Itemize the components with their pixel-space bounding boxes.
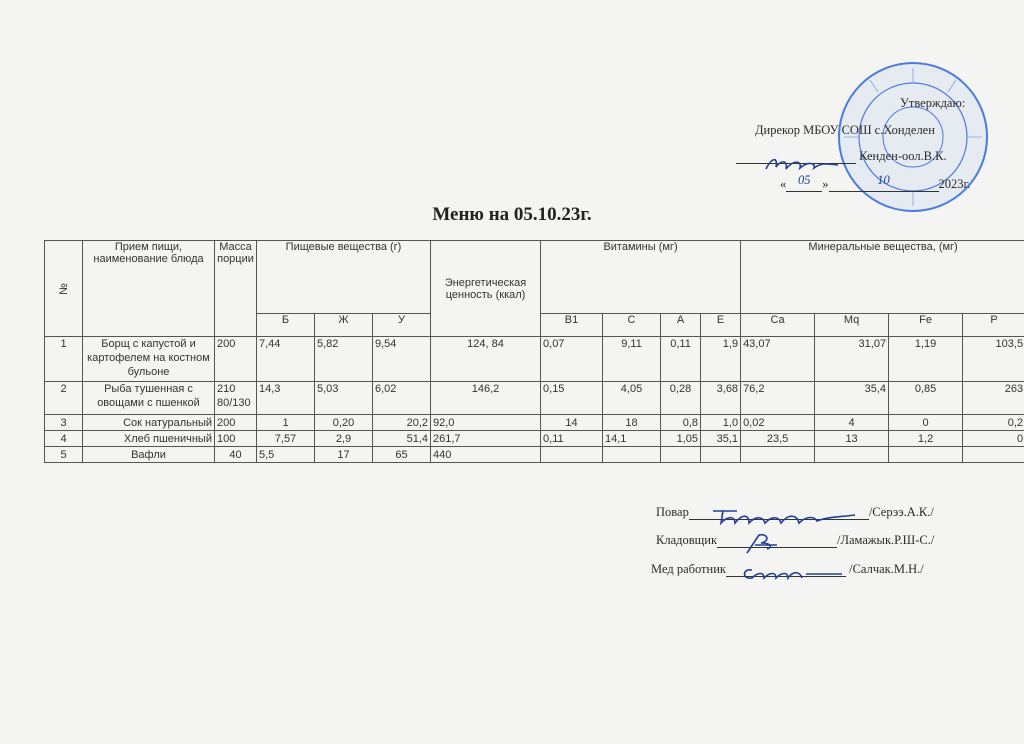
subheader-fe: Fe — [889, 314, 963, 337]
cell-c: 18 — [603, 415, 661, 431]
cell-b1: 0,11 — [541, 431, 603, 447]
cell-mq: 31,07 — [815, 337, 889, 382]
cell-a: 1,05 — [661, 431, 701, 447]
approval-position: Дирекор МБОУ СОШ с.Хонделен — [755, 123, 935, 137]
cell-u: 65 — [373, 447, 431, 463]
cook-signature-line — [656, 505, 934, 520]
cell-fe: 1,2 — [889, 431, 963, 447]
cell-energy: 92,0 — [431, 415, 541, 431]
cell-a: 0,11 — [661, 337, 701, 382]
subheader-p: P — [963, 314, 1024, 337]
cell-zh: 0,20 — [315, 415, 373, 431]
cell-b: 1 — [257, 415, 315, 431]
cook-name: /Серээ.А.К./ — [868, 505, 934, 519]
approval-label: Утверждаю: — [900, 96, 966, 110]
subheader-e: E — [701, 314, 741, 337]
cell-c: 4,05 — [603, 382, 661, 415]
cell-mq — [815, 447, 889, 463]
storekeeper-signature — [737, 531, 797, 557]
cell-mq: 4 — [815, 415, 889, 431]
cell-num: 5 — [45, 447, 83, 463]
cell-c: 14,1 — [603, 431, 661, 447]
col-header-mass: Масса порции — [215, 241, 257, 337]
cell-num: 2 — [45, 382, 83, 415]
cell-mq: 35,4 — [815, 382, 889, 415]
cell-b: 14,3 — [257, 382, 315, 415]
table-row — [45, 382, 1024, 415]
cell-b1 — [541, 447, 603, 463]
cell-p — [963, 447, 1024, 463]
cell-c — [603, 447, 661, 463]
subheader-b1: B1 — [541, 314, 603, 337]
cell-p: 103,5 — [963, 337, 1024, 382]
table-row — [45, 337, 1024, 382]
cell-name: Хлеб пшеничный — [83, 431, 215, 447]
menu-table — [44, 240, 1024, 463]
director-signature — [762, 153, 842, 175]
col-header-vitamins: Витамины (мг) — [541, 241, 741, 314]
subheader-c: C — [603, 314, 661, 337]
cell-ca: 43,07 — [741, 337, 815, 382]
cell-e: 3,68 — [701, 382, 741, 415]
cell-zh: 5,03 — [315, 382, 373, 415]
cell-mass: 200 — [215, 415, 257, 431]
approval-signature-line — [736, 149, 947, 164]
cell-num: 4 — [45, 431, 83, 447]
cell-zh: 5,82 — [315, 337, 373, 382]
medic-signature — [738, 562, 848, 586]
date-close-quote: » — [822, 177, 829, 191]
cell-b: 5,5 — [257, 447, 315, 463]
subheader-a: A — [661, 314, 701, 337]
page-title: Меню на 05.10.23г. — [432, 204, 592, 225]
cell-c: 9,11 — [603, 337, 661, 382]
cook-label: Повар — [656, 505, 689, 519]
cell-num: 1 — [45, 337, 83, 382]
cell-mq: 13 — [815, 431, 889, 447]
cell-fe — [889, 447, 963, 463]
cell-u: 6,02 — [373, 382, 431, 415]
cell-b1: 0,07 — [541, 337, 603, 382]
medic-label: Мед работник — [651, 562, 726, 576]
medic-name: /Салчак.М.Н./ — [845, 562, 924, 576]
cell-ca — [741, 447, 815, 463]
cell-energy: 440 — [431, 447, 541, 463]
cell-name: Сок натуральный — [83, 415, 215, 431]
cell-fe: 0 — [889, 415, 963, 431]
approval-date — [780, 173, 971, 192]
cell-p: 0 — [963, 431, 1024, 447]
date-year: 2023г. — [938, 177, 971, 191]
cell-mass: 100 — [215, 431, 257, 447]
cell-a: 0,28 — [661, 382, 701, 415]
cell-num: 3 — [45, 415, 83, 431]
cell-fe: 1,19 — [889, 337, 963, 382]
table-row — [45, 431, 1024, 447]
cell-zh: 17 — [315, 447, 373, 463]
col-header-meal: Прием пищи, наименование блюда — [83, 241, 215, 337]
cell-u: 51,4 — [373, 431, 431, 447]
subheader-u: У — [373, 314, 431, 337]
cell-e: 1,9 — [701, 337, 741, 382]
cell-e: 1,0 — [701, 415, 741, 431]
cell-name: Рыба тушенная с овощами с пшенкой — [83, 382, 215, 415]
cell-ca: 76,2 — [741, 382, 815, 415]
table-row — [45, 447, 1024, 463]
storekeeper-signature-line — [656, 533, 934, 548]
cell-a: 0,8 — [661, 415, 701, 431]
cell-fe: 0,85 — [889, 382, 963, 415]
cell-p: 0,2 — [963, 415, 1024, 431]
subheader-ca: Ca — [741, 314, 815, 337]
cell-ca: 0,02 — [741, 415, 815, 431]
cell-ca: 23,5 — [741, 431, 815, 447]
cell-b1: 14 — [541, 415, 603, 431]
cell-mass: 210 80/130 — [215, 382, 257, 415]
cell-a — [661, 447, 701, 463]
date-day: 05 — [798, 173, 811, 187]
cell-zh: 2,9 — [315, 431, 373, 447]
cell-energy: 146,2 — [431, 382, 541, 415]
cell-mass: 40 — [215, 447, 257, 463]
cell-energy: 124, 84 — [431, 337, 541, 382]
date-open-quote: « — [780, 177, 787, 191]
storekeeper-label: Кладовщик — [656, 533, 718, 547]
table-row — [45, 415, 1024, 431]
cell-u: 20,2 — [373, 415, 431, 431]
cell-energy: 261,7 — [431, 431, 541, 447]
col-header-energy: Энергетическая ценность (ккал) — [431, 241, 541, 337]
col-header-nutrients: Пищевые вещества (г) — [257, 241, 431, 314]
cell-name: Вафли — [83, 447, 215, 463]
cell-b: 7,44 — [257, 337, 315, 382]
approval-name: Кенден-оол.В.К. — [859, 149, 947, 163]
cell-e — [701, 447, 741, 463]
cook-signature — [709, 505, 859, 529]
date-month: 10 — [877, 173, 890, 187]
cell-b1: 0,15 — [541, 382, 603, 415]
subheader-b: Б — [257, 314, 315, 337]
cell-p: 263 — [963, 382, 1024, 415]
medic-signature-line — [651, 562, 924, 577]
cell-u: 9,54 — [373, 337, 431, 382]
subheader-mq: Mq — [815, 314, 889, 337]
cell-mass: 200 — [215, 337, 257, 382]
cell-b: 7,57 — [257, 431, 315, 447]
col-header-num: № — [45, 241, 83, 337]
col-header-minerals: Минеральные вещества, (мг) — [741, 241, 1024, 314]
cell-name: Борщ с капустой и картофелем на костном бульоне — [83, 337, 215, 382]
subheader-zh: Ж — [315, 314, 373, 337]
storekeeper-name: /Ламажык.Р.Ш-С./ — [837, 533, 935, 547]
cell-e: 35,1 — [701, 431, 741, 447]
